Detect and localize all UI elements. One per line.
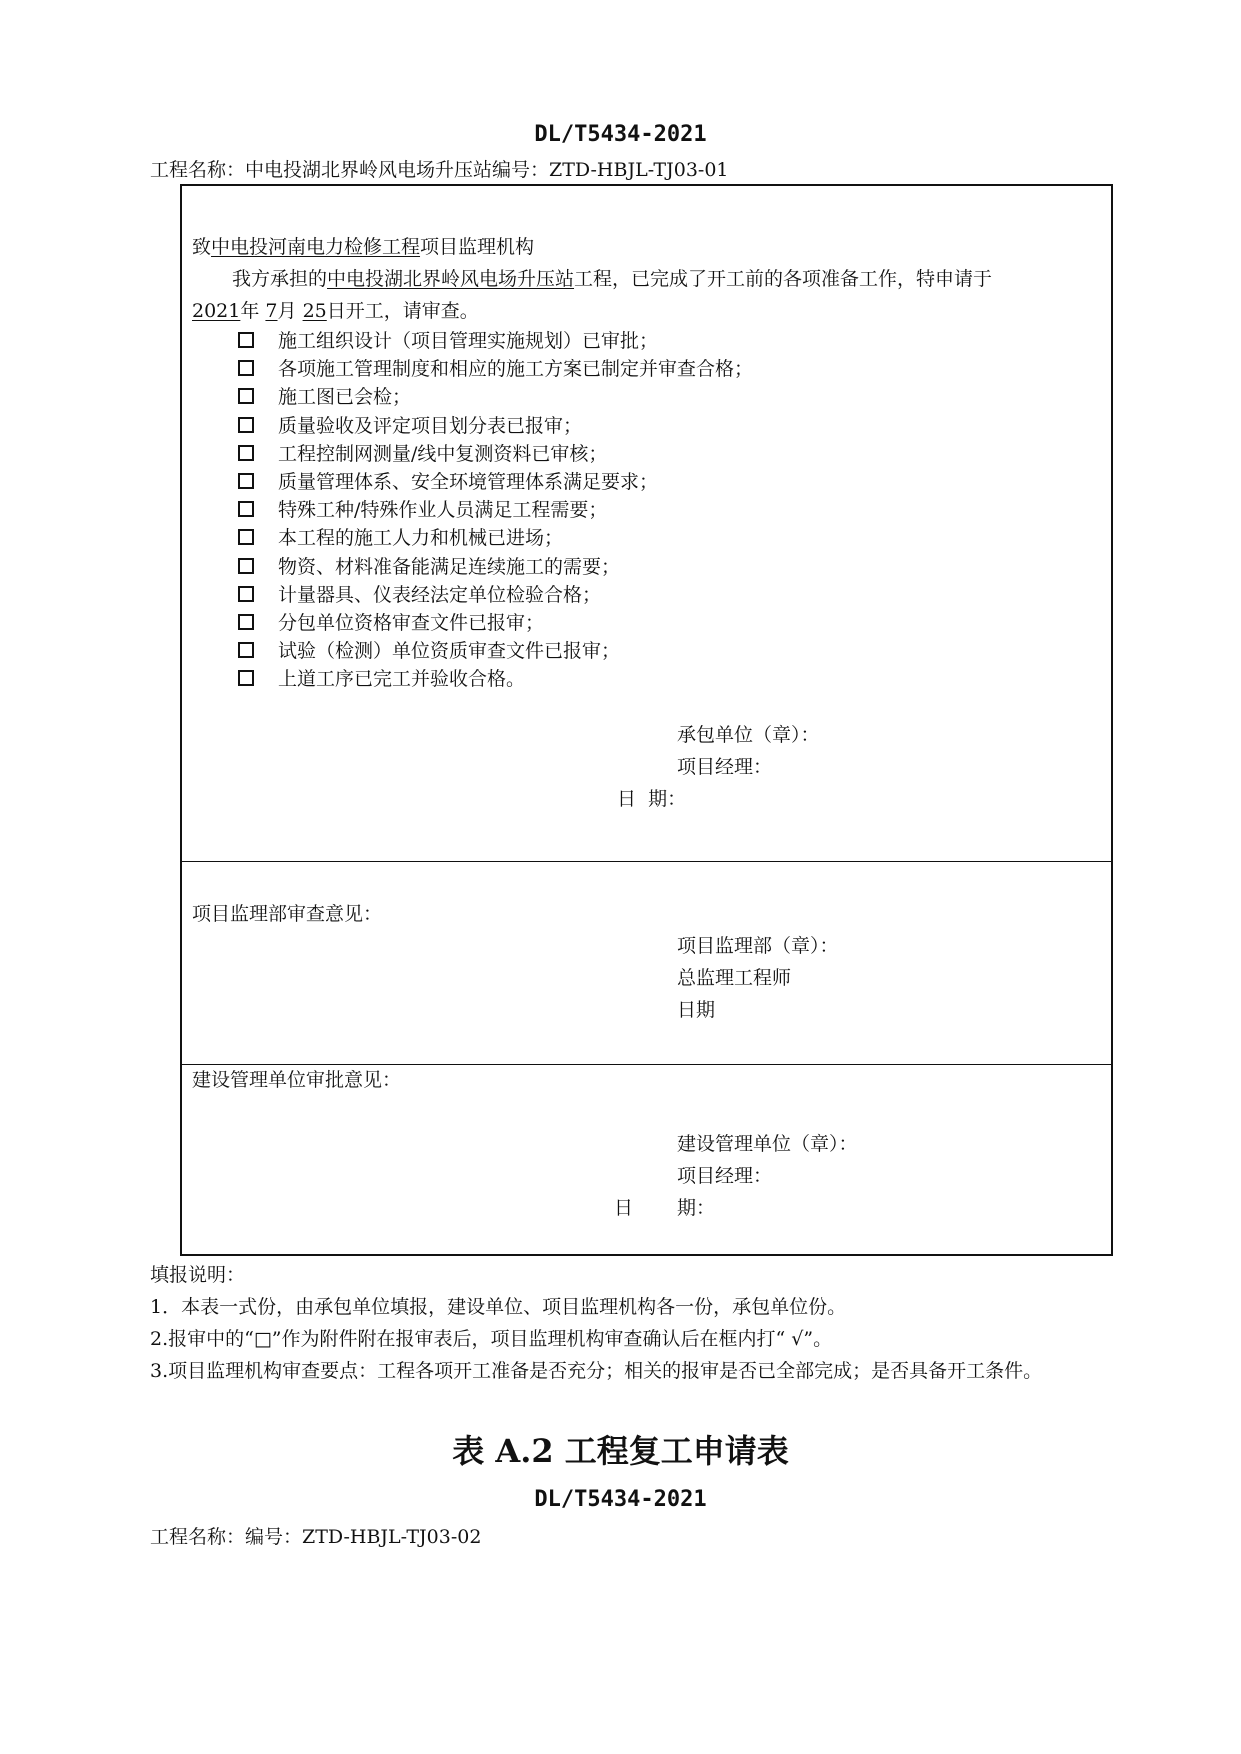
start-day[interactable]: 25 bbox=[302, 300, 327, 322]
intro-line: 我方承担的中电投湖北界岭风电场升压站工程，已完成了开工前的各项准备工作，特申请于 bbox=[232, 268, 993, 290]
number-label: 编号： bbox=[492, 159, 550, 181]
owner-unit-seal-label: 建设管理单位（章）： bbox=[677, 1133, 858, 1155]
checklist-item-label: 上道工序已完工并验收合格。 bbox=[278, 668, 526, 690]
checklist-checkbox[interactable] bbox=[238, 360, 254, 376]
contractor-seal-label: 承包单位（章）： bbox=[677, 724, 820, 746]
checklist-checkbox[interactable] bbox=[238, 501, 254, 517]
checklist-checkbox[interactable] bbox=[238, 614, 254, 630]
checklist-item-label: 试验（检测）单位资质审查文件已报审； bbox=[278, 640, 621, 662]
checklist-item-label: 特殊工种/特殊作业人员满足工程需要； bbox=[278, 499, 608, 521]
project-manager-label: 项目经理： bbox=[677, 756, 773, 778]
next-form-title: 表 A.2 工程复工申请表 bbox=[452, 1432, 789, 1470]
checklist-checkbox[interactable] bbox=[238, 445, 254, 461]
section-divider bbox=[180, 861, 1113, 862]
project-name: 中电投湖北界岭风电场升压站 bbox=[245, 159, 493, 181]
chief-engineer-label: 总监理工程师 bbox=[677, 967, 792, 989]
checklist-item-label: 质量验收及评定项目划分表已报审； bbox=[278, 415, 583, 437]
owner-date-char: 日 bbox=[614, 1197, 634, 1219]
checklist-item-label: 工程控制网测量/线中复测资料已审核； bbox=[278, 443, 608, 465]
checklist-item-label: 施工组织设计（项目管理实施规划）已审批； bbox=[278, 330, 659, 352]
start-year[interactable]: 2021 bbox=[192, 300, 241, 322]
checklist-item-label: 分包单位资格审查文件已报审； bbox=[278, 612, 545, 634]
start-date-line: 2021年 7月 25日开工，请审查。 bbox=[192, 300, 479, 322]
checklist-checkbox[interactable] bbox=[238, 670, 254, 686]
standard-code: DL/T5434-2021 bbox=[534, 122, 707, 147]
checklist-checkbox[interactable] bbox=[238, 642, 254, 658]
note-item: 3.项目监理机构审查要点：工程各项开工准备是否充分；相关的报审是否已全部完成；是否具备开工条件。 bbox=[150, 1360, 1043, 1382]
checklist-checkbox[interactable] bbox=[238, 417, 254, 433]
checklist-item-label: 各项施工管理制度和相应的施工方案已制定并审查合格； bbox=[278, 358, 754, 380]
next-form-standard-code: DL/T5434-2021 bbox=[534, 1487, 707, 1512]
project-label: 工程名称： bbox=[150, 159, 246, 181]
note-item: 2.报审中的“□”作为附件附在报审表后，项目监理机构审查确认后在框内打“ √”。 bbox=[150, 1328, 833, 1350]
checklist-item-label: 施工图已会检； bbox=[278, 386, 412, 408]
checklist-item-label: 质量管理体系、安全环境管理体系满足要求； bbox=[278, 471, 659, 493]
checklist-checkbox[interactable] bbox=[238, 558, 254, 574]
notes-title: 填报说明： bbox=[150, 1264, 246, 1286]
checklist-item-label: 物资、材料准备能满足连续施工的需要； bbox=[278, 556, 621, 578]
section-divider bbox=[180, 1064, 1113, 1065]
owner-date-label: 期： bbox=[677, 1197, 716, 1219]
checklist-checkbox[interactable] bbox=[238, 332, 254, 348]
supervision-opinion-label: 项目监理部审查意见： bbox=[192, 903, 383, 925]
checklist-checkbox[interactable] bbox=[238, 586, 254, 602]
supervision-date-label: 日期 bbox=[677, 999, 716, 1021]
note-item: 1．本表一式份，由承包单位填报，建设单位、项目监理机构各一份，承包单位份。 bbox=[150, 1296, 847, 1318]
checklist-checkbox[interactable] bbox=[238, 473, 254, 489]
checklist-item-label: 本工程的施工人力和机械已进场； bbox=[278, 527, 564, 549]
owner-opinion-label: 建设管理单位审批意见： bbox=[192, 1069, 402, 1091]
start-month[interactable]: 7 bbox=[265, 300, 278, 322]
checklist-checkbox[interactable] bbox=[238, 529, 254, 545]
addressee-org: 中电投河南电力检修工程 bbox=[211, 236, 421, 258]
intro-project: 中电投湖北界岭风电场升压站 bbox=[327, 268, 575, 290]
project-meta-line bbox=[150, 155, 729, 182]
addressee-line: 致中电投河南电力检修工程项目监理机构 bbox=[192, 236, 535, 258]
checklist-checkbox[interactable] bbox=[238, 388, 254, 404]
number-value: ZTD-HBJL-TJ03-01 bbox=[549, 159, 729, 181]
checklist-item-label: 计量器具、仪表经法定单位检验合格； bbox=[278, 584, 602, 606]
application-date-label: 日 期： bbox=[617, 788, 687, 810]
next-form-meta: 工程名称：编号：ZTD-HBJL-TJ03-02 bbox=[150, 1526, 482, 1548]
supervision-dept-seal-label: 项目监理部（章）： bbox=[677, 935, 839, 957]
owner-manager-label: 项目经理： bbox=[677, 1165, 773, 1187]
